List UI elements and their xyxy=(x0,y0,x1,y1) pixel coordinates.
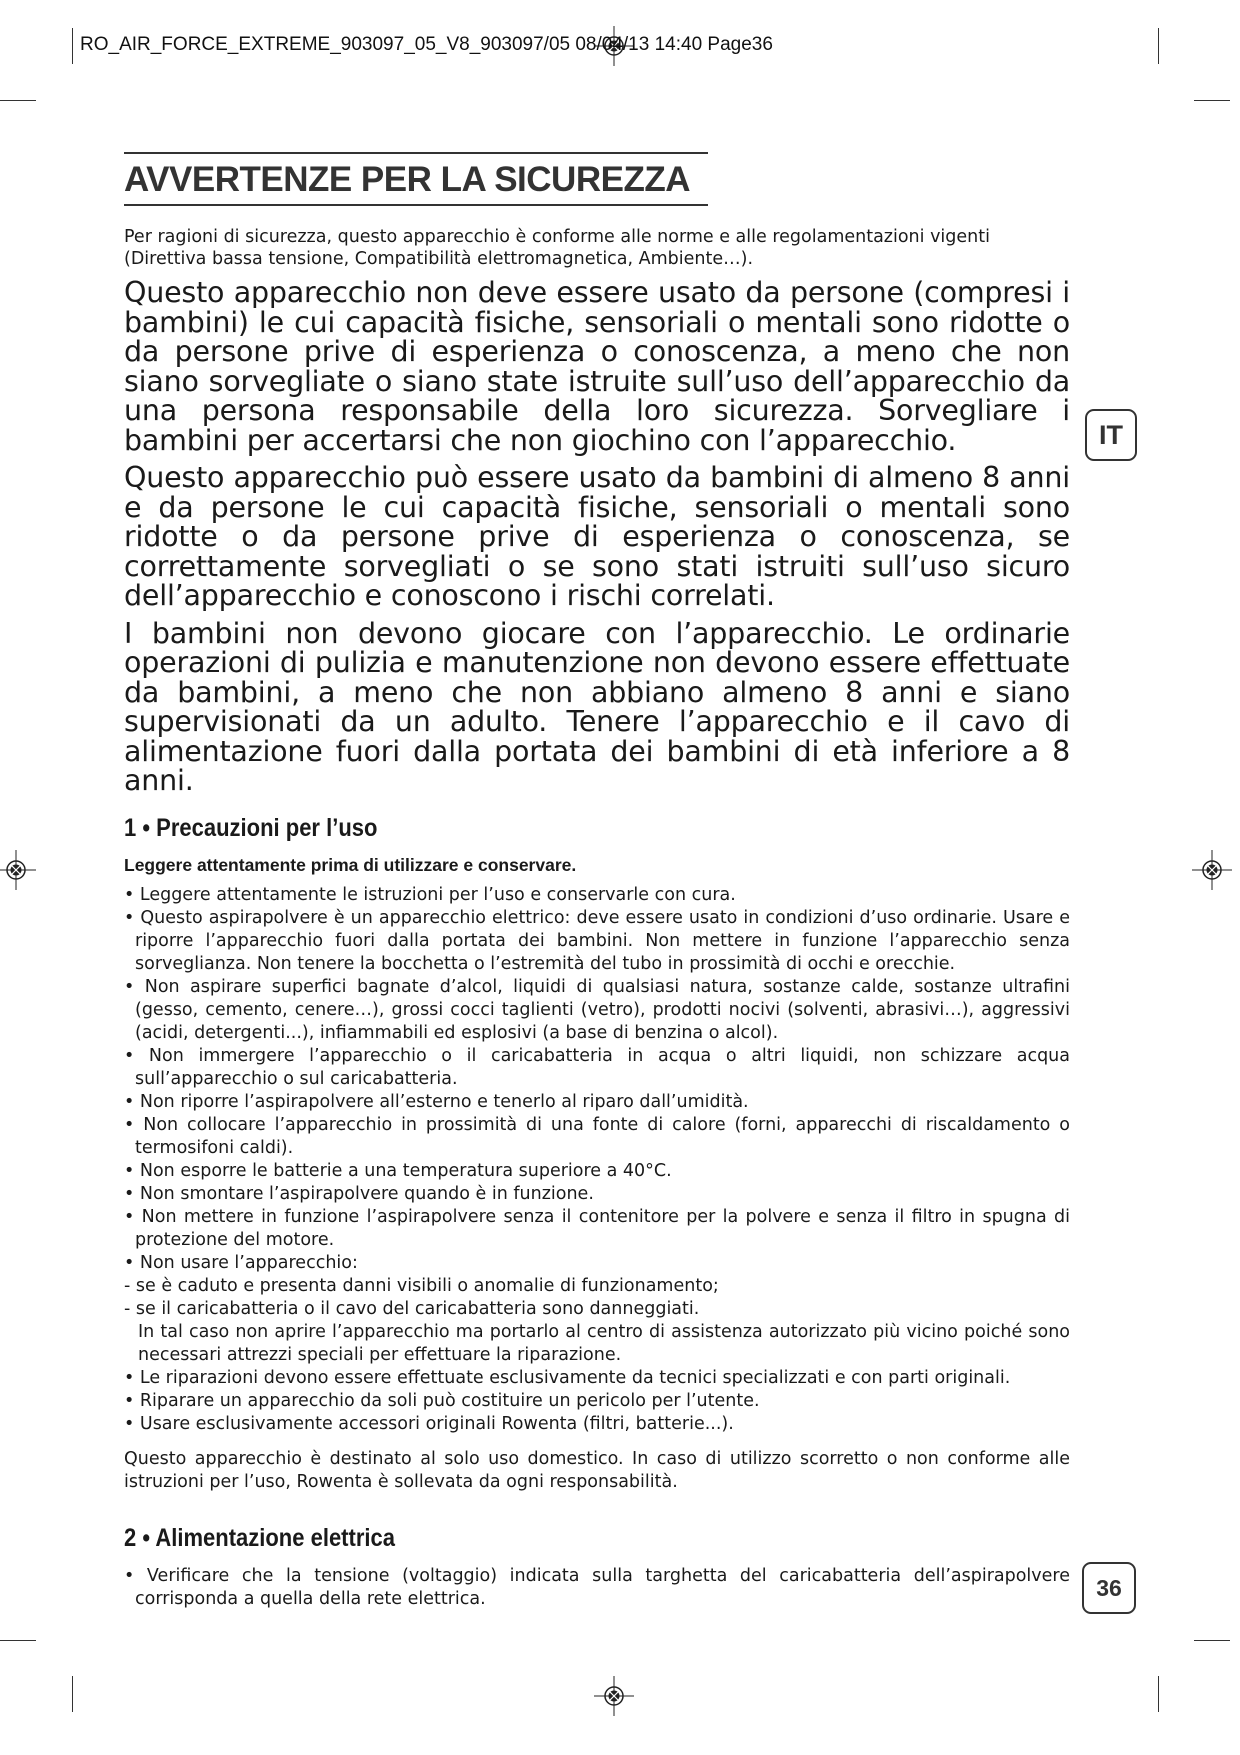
print-slug: RO_AIR_FORCE_EXTREME_903097_05_V8_903097/05 08/04/13 14:40 Page36 xyxy=(80,34,773,55)
list-item: • Non immergere l’apparecchio o il caricabatteria in acqua o altri liquidi, non schizzare acqua sull’apparecchio o sul caricabatteria. xyxy=(124,1045,1070,1089)
list-item: • Non usare l’apparecchio: xyxy=(124,1252,358,1273)
registration-mark-icon xyxy=(594,1676,634,1716)
language-tab-label: IT xyxy=(1099,419,1123,450)
list-item: • Le riparazioni devono essere effettuate esclusivamente da tecnici specializzati e con parti originali. xyxy=(124,1367,1011,1388)
main-content xyxy=(124,226,1070,1611)
language-tab xyxy=(1085,409,1137,461)
list-item: • Non esporre le batterie a una temperatura superiore a 40°C. xyxy=(124,1160,672,1181)
crop-mark xyxy=(0,100,36,101)
list-item: • Non collocare l’apparecchio in prossimità di una fonte di calore (forni, apparecchi di riscaldamento o termosifoni caldi). xyxy=(124,1114,1070,1158)
precautions-list xyxy=(124,884,1070,1436)
registration-mark-icon xyxy=(0,850,36,890)
warning-paragraph: I bambini non devono giocare con l’apparecchio. Le ordinarie operazioni di pulizia e manutenzione non devono essere effettuate da bambini, a meno che non abbiano almeno 8 anni e siano supervisionati da un adulto. Tenere l’apparecchio e il cavo di alimentazione fuori dalla portata dei bambini di età inferiore a 8 anni. xyxy=(124,616,1070,797)
page-number: 36 xyxy=(1096,1574,1122,1601)
list-item: • Non aspirare superfici bagnate d’alcol, liquidi di qualsiasi natura, sostanze calde, sostanze ultrafini (gesso, cemento, cenere…), grossi cocci taglienti (vetro), prodotti nocivi (solventi, abrasivi…), aggressivi (acidi, detergenti...), infiammabili ed esplosivi (a base di benzina o alcol). xyxy=(124,976,1070,1043)
section-heading: 1 • Precauzioni per l’uso xyxy=(124,813,378,842)
section-heading: 2 • Alimentazione elettrica xyxy=(124,1523,395,1552)
list-item: • Non riporre l’aspirapolvere all’esterno e tenerlo al riparo dall’umidità. xyxy=(124,1091,749,1112)
power-supply-list xyxy=(124,1565,1070,1611)
list-item: • Non mettere in funzione l’aspirapolvere senza il contenitore per la polvere e senza il filtro in spugna di protezione del motore. xyxy=(124,1206,1070,1250)
crop-mark xyxy=(72,1676,73,1712)
page-title-block xyxy=(124,152,708,206)
crop-mark xyxy=(1194,1640,1230,1641)
warning-paragraph: Questo apparecchio non deve essere usato da persone (compresi i bambini) le cui capacità fisiche, sensoriali o mentali sono ridotte o da persone prive di esperienza o conoscenza, a meno che non siano sorvegliate o siano state istruite sull’uso dell’apparecchio da una persona responsabile della loro sicurezza. Sorvegliare i bambini per accertarsi che non giochino con l’apparecchio. xyxy=(124,276,1070,457)
crop-mark xyxy=(0,1640,36,1641)
list-item: • Verificare che la tensione (voltaggio) indicata sulla targhetta del caricabatteria dell’aspirapolvere corrisponda a quella della rete elettrica. xyxy=(124,1565,1070,1609)
list-item: - se il caricabatteria o il cavo del caricabatteria sono danneggiati. xyxy=(124,1298,700,1319)
crop-mark xyxy=(72,28,73,64)
registration-mark-icon xyxy=(1192,850,1232,890)
closing-paragraph: Questo apparecchio è destinato al solo uso domestico. In caso di utilizzo scorretto o non conforme alle istruzioni per l’uso, Rowenta è sollevata da ogni responsabilità. xyxy=(124,1448,1070,1492)
list-item: • Leggere attentamente le istruzioni per l’uso e conservarle con cura. xyxy=(124,884,736,905)
page-number-box xyxy=(1082,1562,1136,1614)
list-item: • Non smontare l’aspirapolvere quando è in funzione. xyxy=(124,1183,594,1204)
list-item: • Usare esclusivamente accessori originali Rowenta (filtri, batterie...). xyxy=(124,1413,734,1434)
crop-mark xyxy=(1194,100,1230,101)
page-title: AVVERTENZE PER LA SICUREZZA xyxy=(124,160,690,199)
intro-paragraph: Per ragioni di sicurezza, questo apparecchio è conforme alle norme e alle regolamentazioni vigenti (Direttiva bassa tensione, Compatibilità elettromagnetica, Ambiente…). xyxy=(124,227,990,269)
crop-mark xyxy=(1158,28,1159,64)
list-item: • Riparare un apparecchio da soli può costituire un pericolo per l’utente. xyxy=(124,1390,760,1411)
list-item: • Questo aspirapolvere è un apparecchio elettrico: deve essere usato in condizioni d’uso ordinarie. Usare e riporre l’apparecchio fuori dalla portata dei bambini. Non mettere in funzione l’apparecchio senza sorveglianza. Non tenere la bocchetta o l’estremità del tubo in prossimità di occhi e orecchie. xyxy=(124,907,1070,974)
list-item: - se è caduto e presenta danni visibili o anomalie di funzionamento; xyxy=(124,1275,719,1296)
list-item-note: In tal caso non aprire l’apparecchio ma portarlo al centro di assistenza autorizzato più vicino poiché sono necessari attrezzi speciali per effettuare la riparazione. xyxy=(138,1321,1070,1365)
warning-paragraph: Questo apparecchio può essere usato da bambini di almeno 8 anni e da persone le cui capacità fisiche, sensoriali o mentali sono ridotte o da persone prive di esperienza o conoscenza, se correttamente sorvegliati o se sono stati istruiti sull’uso sicuro dell’apparecchio e conoscono i rischi correlati. xyxy=(124,461,1070,612)
crop-mark xyxy=(1158,1676,1159,1712)
section-subheading: Leggere attentamente prima di utilizzare e conservare. xyxy=(124,854,577,875)
